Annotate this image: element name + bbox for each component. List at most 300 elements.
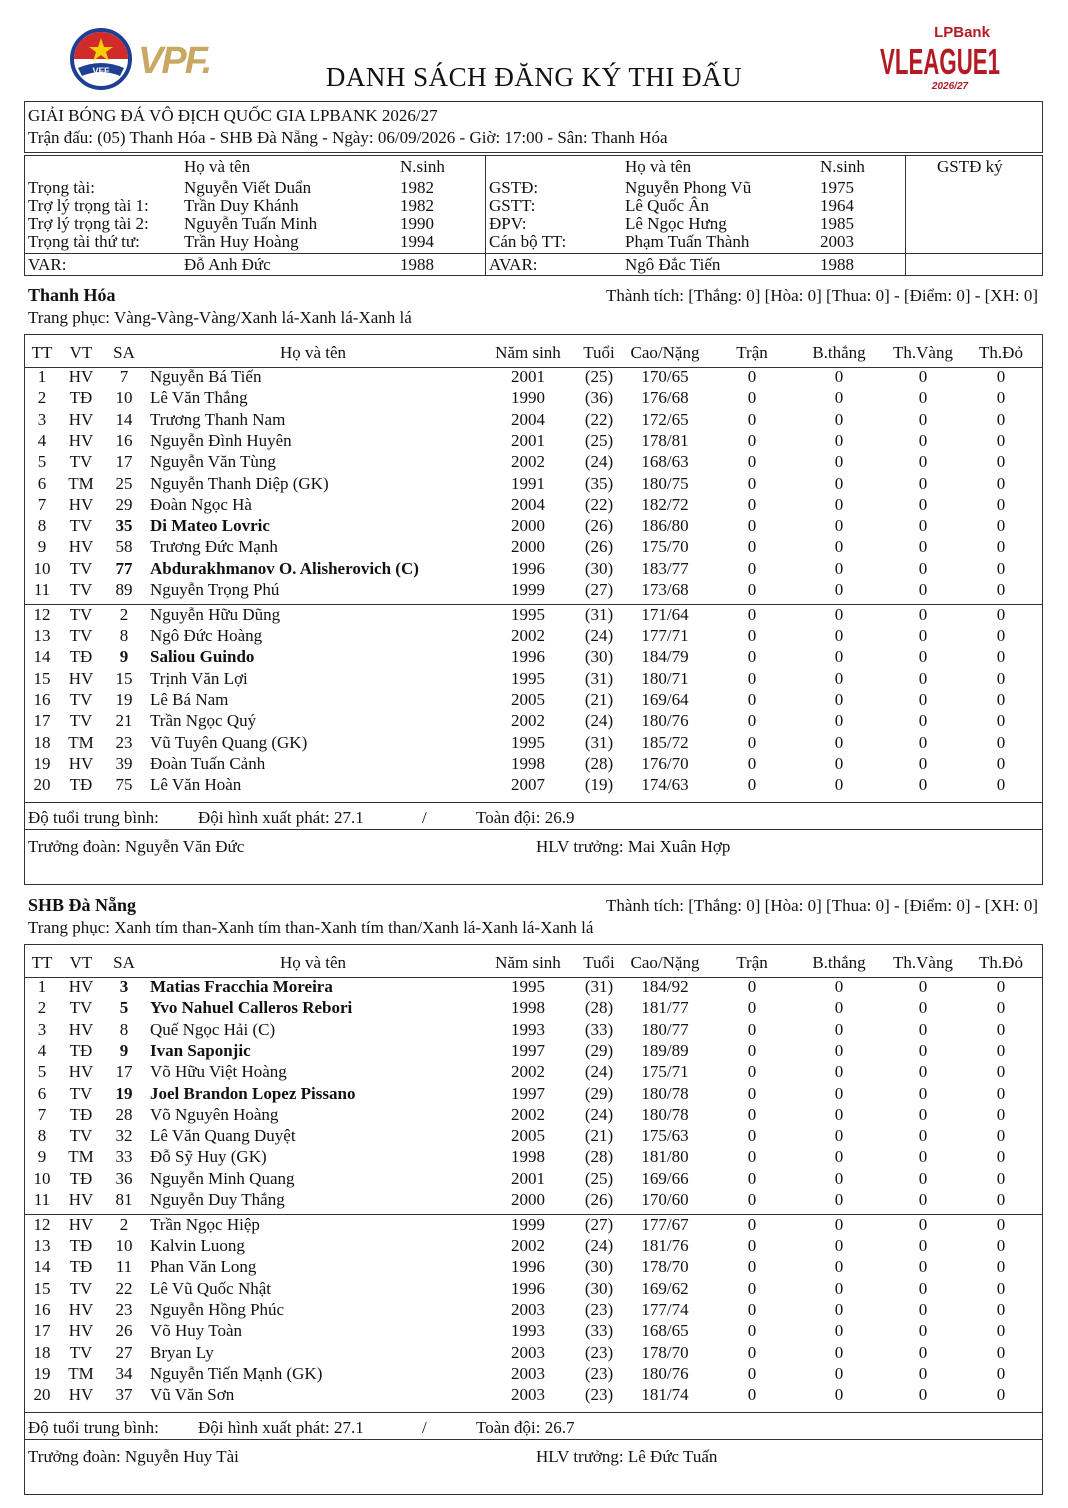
player-red-cards: 0 [996, 1257, 1006, 1276]
player-height-weight: 181/76 [641, 1236, 689, 1255]
player-goals: 0 [834, 1041, 844, 1060]
player-birth-year: 1998 [511, 1147, 545, 1166]
player-birth-year: 1998 [511, 998, 545, 1017]
player-age: (26) [584, 537, 614, 556]
player-shirt-number: 28 [115, 1105, 133, 1124]
player-name: Saliou Guindo [150, 647, 255, 666]
player-yellow-cards: 0 [918, 1215, 928, 1234]
team-kit: Trang phục: Xanh tím than-Xanh tím than-Xanh tím than/Xanh lá-Xanh lá-Xanh lá [28, 918, 594, 937]
player-shirt-number: 17 [115, 1062, 133, 1081]
player-height-weight: 177/71 [641, 626, 689, 645]
player-shirt-number: 21 [115, 711, 133, 730]
player-shirt-number: 15 [115, 669, 133, 688]
player-matches: 0 [747, 537, 757, 556]
player-goals: 0 [834, 1385, 844, 1404]
player-age: (29) [584, 1084, 614, 1103]
player-position: HV [68, 1385, 94, 1404]
official-birth-year: 1988 [820, 255, 854, 274]
player-birth-year: 2002 [511, 1105, 545, 1124]
player-name: Yvo Nahuel Calleros Rebori [150, 998, 353, 1017]
player-name: Nguyễn Minh Quang [150, 1169, 295, 1188]
official-name: Ngô Đắc Tiến [625, 255, 721, 274]
player-birth-year: 1993 [511, 1020, 545, 1039]
player-red-cards: 0 [996, 669, 1006, 688]
player-goals: 0 [834, 690, 844, 709]
player-yellow-cards: 0 [918, 388, 928, 407]
player-red-cards: 0 [996, 605, 1006, 624]
player-goals: 0 [834, 1279, 844, 1298]
player-position: TM [68, 733, 94, 752]
player-height-weight: 180/76 [641, 1364, 689, 1383]
player-height-weight: 180/78 [641, 1105, 689, 1124]
col-red-cards: Th.Đỏ [979, 343, 1023, 362]
player-order: 5 [37, 452, 47, 471]
player-order: 18 [33, 1343, 51, 1362]
officials-col-birth-2: N.sinh [820, 157, 865, 176]
player-matches: 0 [747, 474, 757, 493]
player-matches: 0 [747, 669, 757, 688]
player-yellow-cards: 0 [918, 1257, 928, 1276]
player-red-cards: 0 [996, 733, 1006, 752]
player-age: (24) [584, 452, 614, 471]
player-goals: 0 [834, 1343, 844, 1362]
player-red-cards: 0 [996, 711, 1006, 730]
player-order: 10 [33, 1169, 51, 1188]
col-red-cards: Th.Đỏ [979, 953, 1023, 972]
player-goals: 0 [834, 559, 844, 578]
col-height-weight: Cao/Nặng [630, 953, 700, 972]
player-age: (31) [584, 669, 614, 688]
table-divider [24, 1412, 1042, 1413]
player-yellow-cards: 0 [918, 452, 928, 471]
head-coach: HLV trưởng: Mai Xuân Hợp [536, 837, 731, 856]
player-birth-year: 1999 [511, 1215, 545, 1234]
player-order: 11 [33, 580, 51, 599]
col-age: Tuổi [583, 953, 615, 972]
player-matches: 0 [747, 1385, 757, 1404]
player-name: Trần Ngọc Quý [150, 711, 257, 730]
player-birth-year: 1995 [511, 605, 545, 624]
vleague-logo-year: 2026/27 [931, 81, 969, 92]
player-shirt-number: 29 [115, 495, 133, 514]
player-shirt-number: 25 [115, 474, 133, 493]
player-birth-year: 1995 [511, 669, 545, 688]
player-matches: 0 [747, 1279, 757, 1298]
player-height-weight: 172/65 [641, 410, 689, 429]
player-position: TV [69, 1279, 93, 1298]
player-birth-year: 2001 [511, 431, 545, 450]
official-role: Trợ lý trọng tài 2: [28, 214, 149, 233]
player-position: HV [68, 1300, 94, 1319]
player-goals: 0 [834, 1147, 844, 1166]
vff-logo-text: VFF [92, 66, 110, 76]
player-birth-year: 2002 [511, 711, 545, 730]
player-goals: 0 [834, 1257, 844, 1276]
player-birth-year: 2000 [511, 1190, 545, 1209]
player-birth-year: 2004 [511, 410, 545, 429]
player-red-cards: 0 [996, 410, 1006, 429]
col-goals: B.thắng [812, 953, 866, 972]
player-yellow-cards: 0 [918, 495, 928, 514]
col-position: VT [69, 953, 93, 972]
player-yellow-cards: 0 [918, 474, 928, 493]
player-matches: 0 [747, 495, 757, 514]
player-birth-year: 2004 [511, 495, 545, 514]
player-matches: 0 [747, 998, 757, 1017]
player-red-cards: 0 [996, 1190, 1006, 1209]
col-tt: TT [31, 343, 53, 362]
player-name: Nguyễn Đình Huyên [150, 431, 292, 450]
player-matches: 0 [747, 1147, 757, 1166]
player-matches: 0 [747, 977, 757, 996]
player-order: 2 [37, 388, 47, 407]
player-shirt-number: 23 [115, 1300, 133, 1319]
player-red-cards: 0 [996, 580, 1006, 599]
player-yellow-cards: 0 [918, 733, 928, 752]
player-age: (36) [584, 388, 614, 407]
player-position: TĐ [69, 775, 93, 794]
player-order: 16 [33, 1300, 51, 1319]
player-yellow-cards: 0 [918, 1105, 928, 1124]
player-height-weight: 177/67 [641, 1215, 689, 1234]
col-tt: TT [31, 953, 53, 972]
player-age: (21) [584, 1126, 614, 1145]
player-age: (23) [584, 1300, 614, 1319]
player-name: Võ Hữu Việt Hoàng [150, 1062, 287, 1081]
player-birth-year: 2000 [511, 516, 545, 535]
player-red-cards: 0 [996, 1062, 1006, 1081]
player-red-cards: 0 [996, 1364, 1006, 1383]
player-red-cards: 0 [996, 1084, 1006, 1103]
player-shirt-number: 35 [115, 516, 133, 535]
player-goals: 0 [834, 754, 844, 773]
player-name: Bryan Ly [150, 1343, 214, 1362]
official-role: GSTT: [489, 196, 536, 215]
player-birth-year: 2002 [511, 1236, 545, 1255]
player-yellow-cards: 0 [918, 1190, 928, 1209]
player-age: (31) [584, 733, 614, 752]
team-kit: Trang phục: Vàng-Vàng-Vàng/Xanh lá-Xanh lá-Xanh lá [28, 308, 412, 327]
player-shirt-number: 11 [115, 1257, 133, 1276]
official-name: Đỗ Anh Đức [184, 255, 271, 274]
player-goals: 0 [834, 516, 844, 535]
col-yellow-cards: Th.Vàng [893, 953, 953, 972]
player-position: HV [68, 977, 94, 996]
player-goals: 0 [834, 977, 844, 996]
player-order: 7 [37, 1105, 47, 1124]
player-birth-year: 1995 [511, 733, 545, 752]
player-goals: 0 [834, 1364, 844, 1383]
col-shirt-number: SA [113, 953, 135, 972]
player-age: (30) [584, 1257, 614, 1276]
player-age: (23) [584, 1364, 614, 1383]
player-red-cards: 0 [996, 690, 1006, 709]
player-age: (25) [584, 431, 614, 450]
page-title: DANH SÁCH ĐĂNG KÝ THI ĐẤU [325, 62, 743, 92]
player-yellow-cards: 0 [918, 1385, 928, 1404]
official-role: Trợ lý trọng tài 1: [28, 196, 149, 215]
player-height-weight: 180/78 [641, 1084, 689, 1103]
player-age: (24) [584, 711, 614, 730]
player-position: TV [69, 516, 93, 535]
player-yellow-cards: 0 [918, 1147, 928, 1166]
player-name: Quế Ngọc Hải (C) [150, 1020, 276, 1039]
official-name: Lê Ngọc Hưng [625, 214, 727, 233]
player-shirt-number: 22 [115, 1279, 133, 1298]
player-yellow-cards: 0 [918, 1300, 928, 1319]
player-shirt-number: 27 [115, 1343, 133, 1362]
player-order: 15 [33, 669, 51, 688]
player-shirt-number: 14 [115, 410, 133, 429]
player-name: Nguyễn Hữu Dũng [150, 605, 281, 624]
player-height-weight: 186/80 [641, 516, 689, 535]
player-name: Trịnh Văn Lợi [150, 669, 248, 688]
player-goals: 0 [834, 1062, 844, 1081]
player-age: (35) [584, 474, 614, 493]
player-position: HV [68, 495, 94, 514]
player-shirt-number: 23 [115, 733, 133, 752]
player-height-weight: 176/68 [641, 388, 689, 407]
player-red-cards: 0 [996, 1236, 1006, 1255]
player-order: 12 [33, 1215, 51, 1234]
player-birth-year: 1997 [511, 1084, 545, 1103]
player-yellow-cards: 0 [918, 1279, 928, 1298]
player-age: (25) [584, 1169, 614, 1188]
player-order: 18 [33, 733, 51, 752]
player-age: (33) [584, 1321, 614, 1340]
player-matches: 0 [747, 626, 757, 645]
player-birth-year: 2002 [511, 626, 545, 645]
player-birth-year: 2003 [511, 1343, 545, 1362]
player-matches: 0 [747, 1364, 757, 1383]
player-name: Nguyễn Tiến Mạnh (GK) [150, 1364, 323, 1383]
avg-age-starting: Đội hình xuất phát: 27.1 [198, 808, 364, 827]
player-yellow-cards: 0 [918, 1364, 928, 1383]
officials-col-name: Họ và tên [184, 157, 251, 176]
player-height-weight: 182/72 [641, 495, 689, 514]
official-birth-year: 2003 [820, 232, 854, 251]
player-red-cards: 0 [996, 1300, 1006, 1319]
player-shirt-number: 2 [119, 605, 129, 624]
player-order: 1 [37, 977, 47, 996]
col-name: Họ và tên [279, 343, 347, 362]
player-height-weight: 189/89 [641, 1041, 689, 1060]
player-red-cards: 0 [996, 647, 1006, 666]
player-name: Đỗ Sỹ Huy (GK) [150, 1147, 267, 1166]
player-order: 12 [33, 605, 51, 624]
table-divider [24, 1439, 1042, 1440]
player-name: Matias Fracchia Moreira [150, 977, 333, 996]
player-order: 8 [37, 1126, 47, 1145]
player-matches: 0 [747, 1343, 757, 1362]
player-order: 19 [33, 754, 51, 773]
officials-col-sign: GSTĐ ký [937, 157, 1003, 176]
player-order: 13 [33, 1236, 51, 1255]
player-name: Đoàn Ngọc Hà [150, 495, 252, 514]
player-height-weight: 183/77 [641, 559, 689, 578]
col-matches: Trận [736, 343, 768, 362]
player-yellow-cards: 0 [918, 1236, 928, 1255]
player-shirt-number: 81 [115, 1190, 133, 1209]
official-name: Nguyễn Tuấn Minh [184, 214, 318, 233]
player-name: Đoàn Tuấn Cảnh [150, 754, 266, 773]
player-red-cards: 0 [996, 775, 1006, 794]
player-height-weight: 174/63 [641, 775, 689, 794]
official-name: Nguyễn Viết Duẩn [184, 178, 312, 197]
player-age: (27) [584, 1215, 614, 1234]
player-matches: 0 [747, 1236, 757, 1255]
player-matches: 0 [747, 580, 757, 599]
player-yellow-cards: 0 [918, 1041, 928, 1060]
player-shirt-number: 17 [115, 452, 133, 471]
player-matches: 0 [747, 775, 757, 794]
player-position: TM [68, 474, 94, 493]
player-shirt-number: 37 [115, 1385, 133, 1404]
player-birth-year: 2000 [511, 537, 545, 556]
player-goals: 0 [834, 775, 844, 794]
player-goals: 0 [834, 1020, 844, 1039]
player-shirt-number: 10 [115, 1236, 133, 1255]
official-name: Phạm Tuấn Thành [625, 232, 750, 251]
player-red-cards: 0 [996, 388, 1006, 407]
player-matches: 0 [747, 431, 757, 450]
player-shirt-number: 16 [115, 431, 133, 450]
player-position: TĐ [69, 1236, 93, 1255]
player-order: 5 [37, 1062, 47, 1081]
player-order: 19 [33, 1364, 51, 1383]
player-order: 10 [33, 559, 51, 578]
player-yellow-cards: 0 [918, 998, 928, 1017]
player-order: 4 [37, 431, 47, 450]
vleague-logo-top: LPBank [934, 24, 990, 41]
player-position: TV [69, 711, 93, 730]
player-shirt-number: 3 [119, 977, 129, 996]
avg-age-team: Toàn đội: 26.9 [476, 808, 575, 827]
player-position: HV [68, 410, 94, 429]
officials-col-birth: N.sinh [400, 157, 445, 176]
player-position: HV [68, 431, 94, 450]
player-red-cards: 0 [996, 998, 1006, 1017]
player-age: (22) [584, 410, 614, 429]
player-birth-year: 2001 [511, 367, 545, 386]
player-age: (26) [584, 1190, 614, 1209]
player-height-weight: 170/60 [641, 1190, 689, 1209]
player-name: Nguyễn Thanh Diệp (GK) [150, 474, 329, 493]
player-name: Ngô Đức Hoàng [150, 626, 263, 645]
player-height-weight: 169/64 [641, 690, 689, 709]
player-position: TV [69, 998, 93, 1017]
player-goals: 0 [834, 1126, 844, 1145]
player-matches: 0 [747, 733, 757, 752]
player-yellow-cards: 0 [918, 580, 928, 599]
official-birth-year: 1975 [820, 178, 854, 197]
official-name: Trần Duy Khánh [184, 196, 299, 215]
player-age: (23) [584, 1343, 614, 1362]
player-yellow-cards: 0 [918, 367, 928, 386]
team-manager: Trưởng đoàn: Nguyễn Huy Tài [28, 1447, 239, 1466]
official-birth-year: 1982 [400, 196, 434, 215]
player-red-cards: 0 [996, 1105, 1006, 1124]
player-height-weight: 180/77 [641, 1020, 689, 1039]
player-matches: 0 [747, 1084, 757, 1103]
col-birth-year: Năm sinh [495, 953, 561, 972]
player-name: Phan Văn Long [150, 1257, 257, 1276]
player-red-cards: 0 [996, 1279, 1006, 1298]
player-birth-year: 1990 [511, 388, 545, 407]
official-role: Cán bộ TT: [489, 232, 567, 251]
player-red-cards: 0 [996, 559, 1006, 578]
player-position: TV [69, 1084, 93, 1103]
player-position: HV [68, 669, 94, 688]
player-order: 14 [33, 1257, 51, 1276]
player-yellow-cards: 0 [918, 1062, 928, 1081]
col-goals: B.thắng [812, 343, 866, 362]
player-goals: 0 [834, 495, 844, 514]
player-red-cards: 0 [996, 1020, 1006, 1039]
player-age: (33) [584, 1020, 614, 1039]
player-height-weight: 176/70 [641, 754, 689, 773]
player-age: (24) [584, 1236, 614, 1255]
player-name: Nguyễn Bá Tiến [150, 367, 262, 386]
player-matches: 0 [747, 367, 757, 386]
player-birth-year: 2005 [511, 690, 545, 709]
player-order: 20 [33, 775, 51, 794]
player-position: TV [69, 1126, 93, 1145]
avg-age-separator: / [422, 808, 427, 827]
player-red-cards: 0 [996, 1147, 1006, 1166]
player-red-cards: 0 [996, 537, 1006, 556]
official-name: Lê Quốc Ân [625, 196, 710, 215]
player-position: HV [68, 367, 94, 386]
player-yellow-cards: 0 [918, 1169, 928, 1188]
player-matches: 0 [747, 1105, 757, 1124]
player-red-cards: 0 [996, 754, 1006, 773]
player-yellow-cards: 0 [918, 605, 928, 624]
player-matches: 0 [747, 754, 757, 773]
player-position: TV [69, 605, 93, 624]
player-matches: 0 [747, 559, 757, 578]
player-birth-year: 2007 [511, 775, 545, 794]
player-matches: 0 [747, 1190, 757, 1209]
player-order: 9 [37, 1147, 47, 1166]
player-name: Trương Đức Mạnh [150, 537, 278, 556]
col-yellow-cards: Th.Vàng [893, 343, 953, 362]
official-role: Trọng tài: [28, 178, 95, 197]
player-height-weight: 180/76 [641, 711, 689, 730]
player-birth-year: 1991 [511, 474, 545, 493]
player-matches: 0 [747, 1300, 757, 1319]
player-goals: 0 [834, 410, 844, 429]
player-height-weight: 175/71 [641, 1062, 689, 1081]
player-goals: 0 [834, 647, 844, 666]
player-order: 3 [37, 410, 47, 429]
player-shirt-number: 19 [115, 1084, 133, 1103]
player-height-weight: 180/75 [641, 474, 689, 493]
player-goals: 0 [834, 1169, 844, 1188]
player-goals: 0 [834, 998, 844, 1017]
player-order: 14 [33, 647, 51, 666]
player-name: Lê Văn Thắng [150, 388, 248, 407]
player-name: Lê Vũ Quốc Nhật [150, 1279, 272, 1298]
player-shirt-number: 9 [119, 647, 129, 666]
player-age: (30) [584, 647, 614, 666]
player-yellow-cards: 0 [918, 1343, 928, 1362]
player-shirt-number: 9 [119, 1041, 129, 1060]
player-goals: 0 [834, 1084, 844, 1103]
player-order: 3 [37, 1020, 47, 1039]
player-goals: 0 [834, 431, 844, 450]
player-yellow-cards: 0 [918, 1126, 928, 1145]
